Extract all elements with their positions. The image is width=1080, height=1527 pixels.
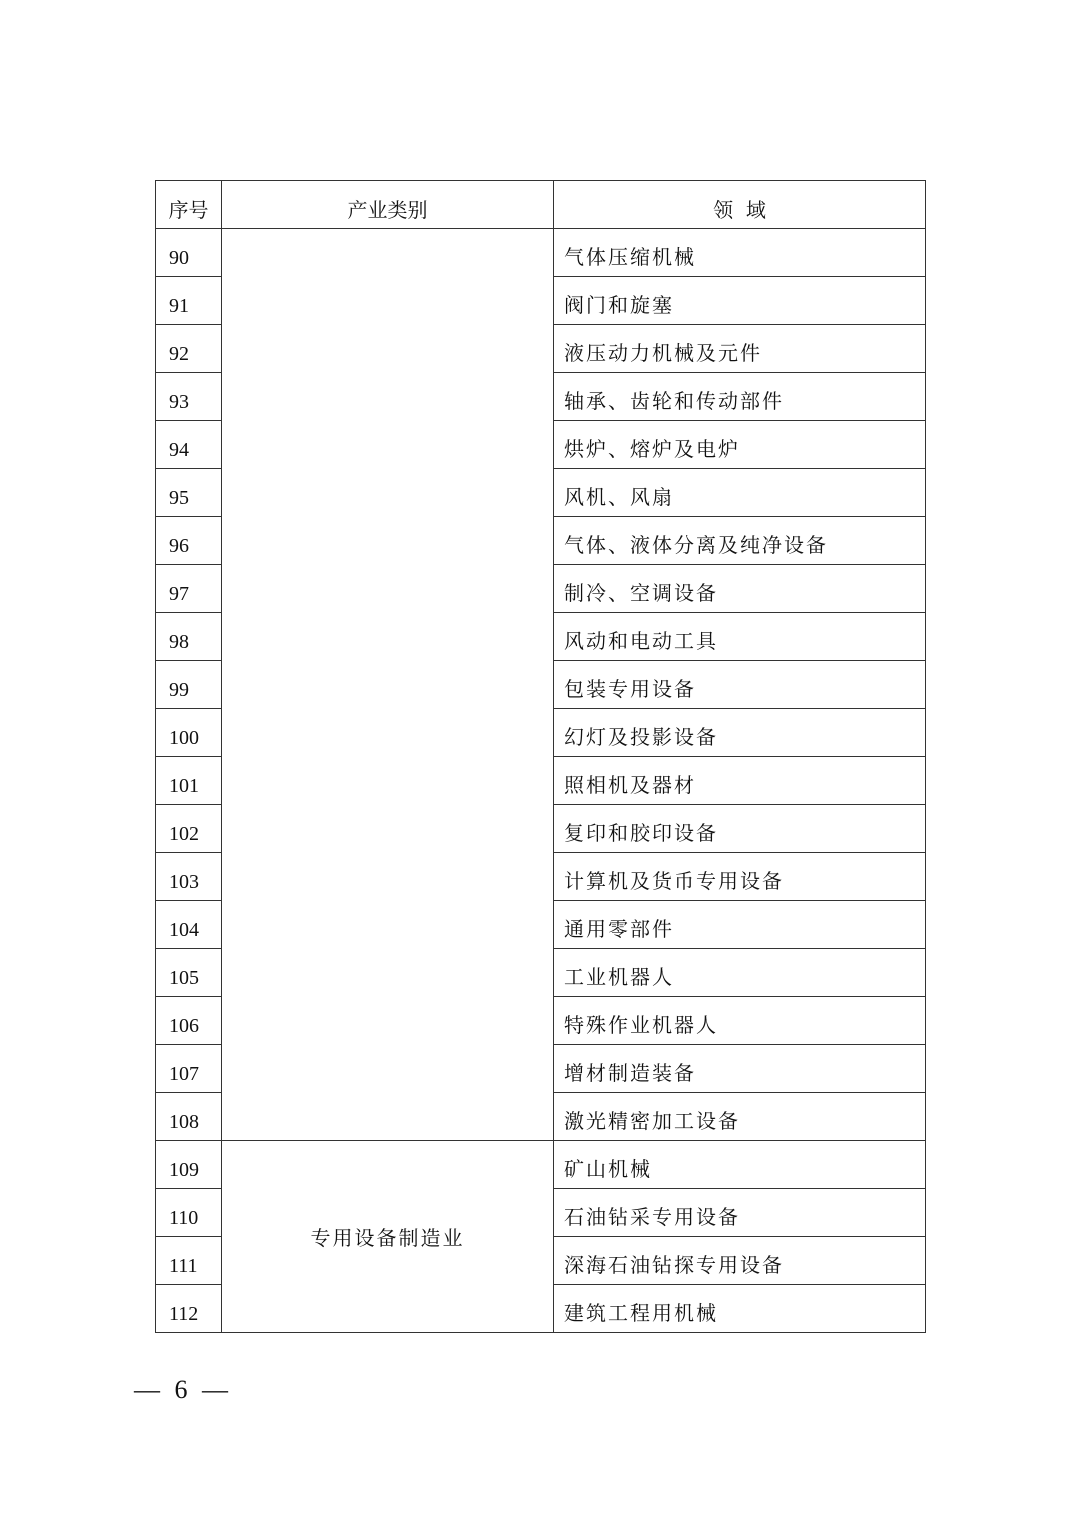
row-number: 92 (156, 325, 222, 373)
row-number: 93 (156, 373, 222, 421)
domain-cell: 幻灯及投影设备 (554, 709, 926, 757)
header-num: 序号 (156, 181, 222, 229)
row-number: 112 (156, 1285, 222, 1333)
row-number: 94 (156, 421, 222, 469)
row-number: 100 (156, 709, 222, 757)
row-number: 95 (156, 469, 222, 517)
row-number: 101 (156, 757, 222, 805)
industry-category-cell (222, 229, 554, 1141)
row-number: 102 (156, 805, 222, 853)
domain-cell: 照相机及器材 (554, 757, 926, 805)
domain-cell: 风动和电动工具 (554, 613, 926, 661)
domain-cell: 气体压缩机械 (554, 229, 926, 277)
row-number: 109 (156, 1141, 222, 1189)
domain-cell: 阀门和旋塞 (554, 277, 926, 325)
header-domain: 领 域 (554, 181, 926, 229)
page-number: — 6 — (134, 1375, 232, 1404)
domain-cell: 增材制造装备 (554, 1045, 926, 1093)
row-number: 106 (156, 997, 222, 1045)
row-number: 111 (156, 1237, 222, 1285)
row-number: 91 (156, 277, 222, 325)
domain-cell: 工业机器人 (554, 949, 926, 997)
row-number: 97 (156, 565, 222, 613)
row-number: 104 (156, 901, 222, 949)
row-number: 90 (156, 229, 222, 277)
table-body (156, 229, 926, 1333)
row-number: 107 (156, 1045, 222, 1093)
domain-cell: 矿山机械 (554, 1141, 926, 1189)
domain-cell: 风机、风扇 (554, 469, 926, 517)
row-number: 108 (156, 1093, 222, 1141)
row-number: 103 (156, 853, 222, 901)
industry-category-cell: 专用设备制造业 (222, 1141, 554, 1333)
table-row (156, 1141, 926, 1189)
domain-cell: 计算机及货币专用设备 (554, 853, 926, 901)
row-number: 98 (156, 613, 222, 661)
domain-cell: 建筑工程用机械 (554, 1285, 926, 1333)
domain-cell: 包装专用设备 (554, 661, 926, 709)
domain-cell: 深海石油钻探专用设备 (554, 1237, 926, 1285)
domain-cell: 激光精密加工设备 (554, 1093, 926, 1141)
row-number: 110 (156, 1189, 222, 1237)
domain-cell: 复印和胶印设备 (554, 805, 926, 853)
table-header-row (156, 181, 926, 229)
domain-cell: 液压动力机械及元件 (554, 325, 926, 373)
domain-cell: 烘炉、熔炉及电炉 (554, 421, 926, 469)
header-category: 产业类别 (222, 181, 554, 229)
row-number: 105 (156, 949, 222, 997)
domain-cell: 轴承、齿轮和传动部件 (554, 373, 926, 421)
row-number: 99 (156, 661, 222, 709)
domain-cell: 通用零部件 (554, 901, 926, 949)
table-row (156, 229, 926, 277)
domain-cell: 石油钻采专用设备 (554, 1189, 926, 1237)
industry-domain-table (155, 180, 926, 1333)
domain-cell: 制冷、空调设备 (554, 565, 926, 613)
row-number: 96 (156, 517, 222, 565)
domain-cell: 气体、液体分离及纯净设备 (554, 517, 926, 565)
domain-cell: 特殊作业机器人 (554, 997, 926, 1045)
